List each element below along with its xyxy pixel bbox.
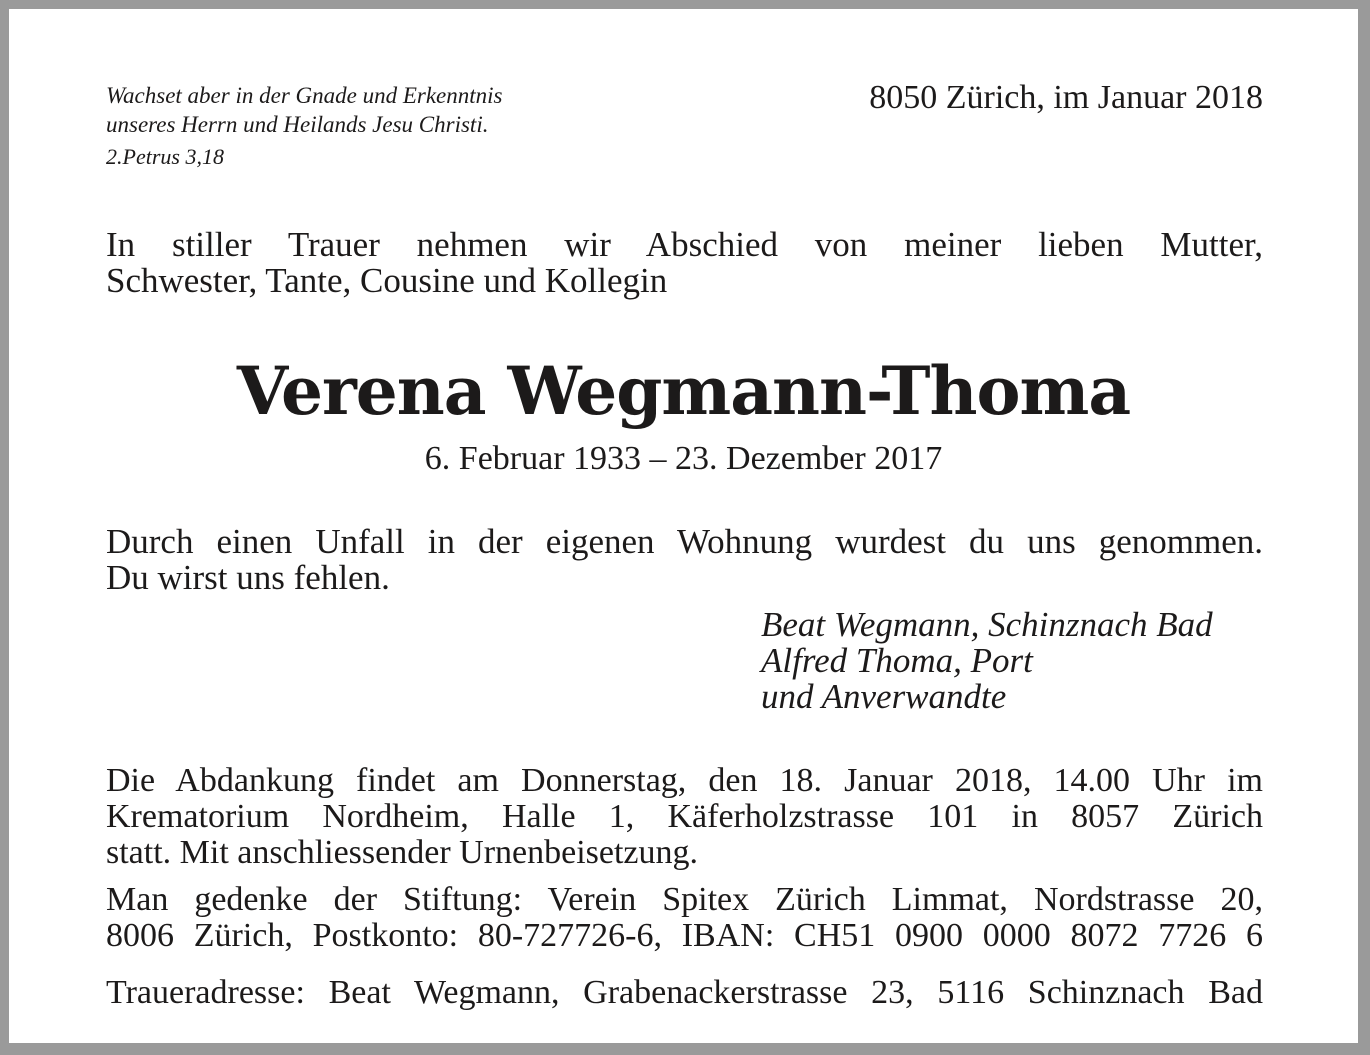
address-line: Traueradresse: Beat Wegmann, Grabenackerstrasse 23, 5116 Schinznach Bad (106, 974, 1263, 1011)
bible-verse (106, 81, 666, 171)
ceremony-line-3: statt. Mit anschliessender Urnenbeisetzung. (106, 834, 699, 871)
mourner-item: und Anverwandte (761, 677, 1007, 716)
verse-line-2: unseres Herrn und Heilands Jesu Christi. (106, 112, 489, 137)
deceased-name: Verena Wegmann-Thoma (236, 352, 1131, 430)
donation-details (106, 882, 1263, 954)
intro-line-1: In stiller Trauer nehmen wir Abschied von meiner lieben Mutter, (106, 225, 1263, 264)
donation-line-1: Man gedenke der Stiftung: Verein Spitex Zürich Limmat, Nordstrasse 20, (106, 881, 1263, 918)
intro-text (106, 227, 1263, 299)
ceremony-line-1: Die Abdankung findet am Donnerstag, den 18. Januar 2018, 14.00 Uhr im (106, 762, 1263, 799)
mourner-item: Alfred Thoma, Port (761, 641, 1033, 680)
message-line-1: Durch einen Unfall in der eigenen Wohnung wurdest du uns genommen. (106, 522, 1263, 561)
ceremony-details (106, 763, 1263, 871)
message-line-2: Du wirst uns fehlen. (106, 558, 390, 597)
intro-line-2: Schwester, Tante, Cousine und Kollegin (106, 261, 668, 300)
farewell-message (106, 524, 1263, 596)
verse-line-1: Wachset aber in der Gnade und Erkenntnis (106, 83, 503, 108)
verse-reference: 2.Petrus 3,18 (106, 144, 224, 169)
obituary-notice (9, 9, 1358, 1043)
place-and-date: 8050 Zürich, im Januar 2018 (869, 79, 1263, 116)
mourners-list (761, 607, 1213, 715)
ceremony-line-2: Krematorium Nordheim, Halle 1, Käferholzstrasse 101 in 8057 Zürich (106, 798, 1263, 835)
life-dates: 6. Februar 1933 – 23. Dezember 2017 (424, 440, 943, 477)
donation-line-2: 8006 Zürich, Postkonto: 80-727726-6, IBAN: CH51 0900 0000 8072 7726 6 (106, 917, 1263, 954)
mourner-item: Beat Wegmann, Schinznach Bad (761, 605, 1213, 644)
mourning-address (106, 975, 1263, 1011)
